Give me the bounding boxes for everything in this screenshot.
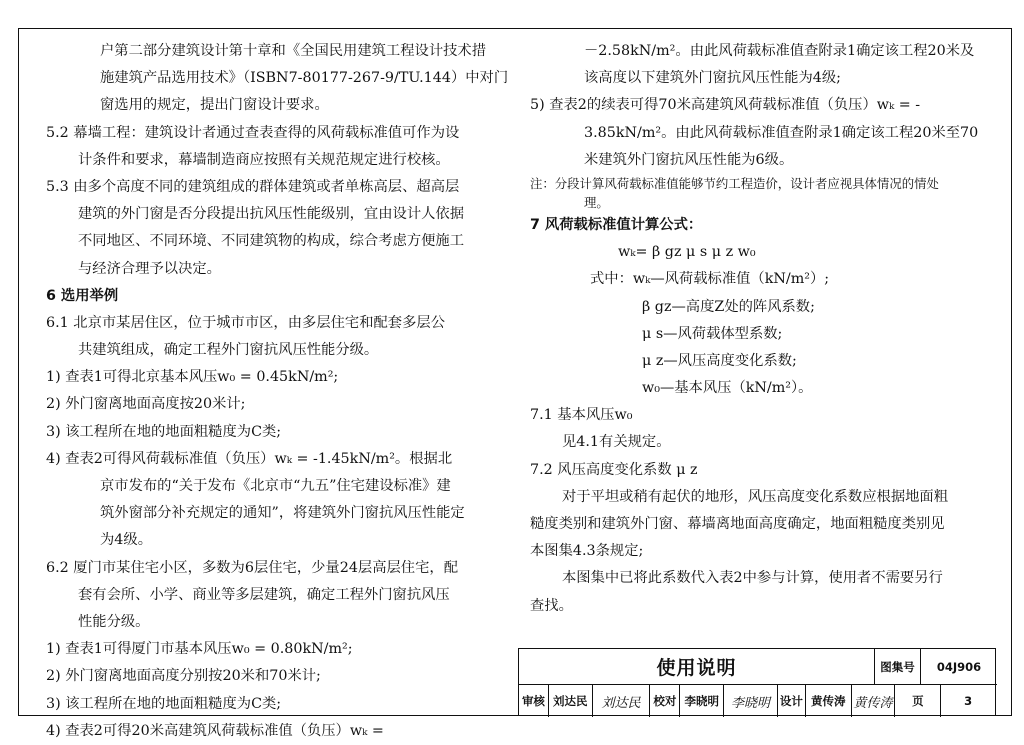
left-column-line: 1) 查表1可得北京基本风压w₀ = 0.45kN/m²; [46,369,339,386]
right-column-line: 本图集4.3条规定; [530,543,644,560]
left-column-line: 共建筑组成，确定工程外门窗抗风压性能分级。 [78,342,379,359]
left-column-line: 5.2 幕墙工程：建筑设计者通过查表查得的风荷载标准值可作为设 [46,124,460,141]
designer-signature: 黄传涛 [852,685,896,717]
designer-name: 黄传涛 [806,685,852,717]
atlas-label: 图集号 [875,649,921,685]
checker-name: 李晓明 [680,685,724,717]
right-column-line: 式中：wₖ—风荷载标准值（kN/m²）; [590,271,830,288]
right-column-line: μ z—风压高度变化系数; [642,352,797,369]
left-column-line: 3) 该工程所在地的地面粗糙度为C类; [46,423,282,440]
left-column-line: 3) 该工程所在地的地面粗糙度为C类; [46,695,282,712]
right-column-line: 对于平坦或稍有起伏的地形，风压高度变化系数应根据地面粗 [562,488,949,505]
left-column-line: 建筑的外门窗是否分段提出抗风压性能级别，宜由设计人依据 [78,206,465,223]
left-column-line: 2) 外门窗离地面高度按20米计; [46,396,246,413]
left-column-line: 5.3 由多个高度不同的建筑组成的群体建筑或者单栋高层、超高层 [46,178,460,195]
left-column-line: 为4级。 [100,532,152,549]
right-column-line: w₀—基本风压（kN/m²）。 [642,380,813,397]
left-column-line: 4) 查表2可得风荷载标准值（负压）wₖ = -1.45kN/m²。根据北 [46,450,453,467]
right-column-line: 糙度类别和建筑外门窗、幕墙离地面高度确定，地面粗糙度类别见 [530,516,945,532]
design-label: 设计 [778,685,806,717]
signature-row [519,685,995,717]
left-column-line: 京市发布的“关于发布《北京市“九五”住宅建设标准》建 [100,478,451,494]
right-column-line: 3.85kN/m²。由此风荷载标准值查附录1确定该工程20米至70 [584,124,979,141]
check-label: 校对 [650,685,680,717]
checker-signature: 李晓明 [724,685,778,717]
right-column-line: μ s—风荷载体型系数; [642,325,783,342]
review-label: 审核 [519,685,549,717]
left-column-line: 6.2 厦门市某住宅小区，多数为6层住宅，少量24层高层住宅，配 [46,559,458,576]
right-column-line: 本图集中已将此系数代入表2中参与计算，使用者不需要另行 [562,570,943,587]
reviewer-name: 刘达民 [549,685,593,717]
right-column-line: 7.1 基本风压w₀ [530,407,633,424]
left-column-line: 不同地区、不同环境、不同建筑物的构成，综合考虑方便施工 [78,233,465,250]
left-column-line: 户第二部分建筑设计第十章和《全国民用建筑工程设计技术措 [100,43,487,59]
page-label: 页 [895,685,941,717]
left-column [46,38,509,745]
right-column-line: wₖ= β gz μ s μ z w₀ [618,244,756,261]
right-column-line: 查找。 [530,597,573,614]
left-column-line: 4) 查表2可得20米高建筑风荷载标准值（负压）wₖ = [46,722,384,739]
right-column-line: 5) 查表2的续表可得70米高建筑风荷载标准值（负压）wₖ = - [530,97,921,114]
right-column-line: 该高度以下建筑外门窗抗风压性能为4级; [584,70,841,87]
left-column-line: 计条件和要求，幕墙制造商应按照有关规范规定进行校核。 [78,151,450,168]
atlas-number: 04J906 [921,649,997,685]
right-column-line: 理。 [584,194,609,210]
right-column-line: 见4.1有关规定。 [562,434,671,451]
right-column-line: 7 风荷载标准值计算公式： [530,216,703,233]
title-block [518,648,996,716]
right-column-line: －2.58kN/m²。由此风荷载标准值查附录1确定该工程20米及 [584,43,975,59]
left-column-line: 套有会所、小学、商业等多层建筑，确定工程外门窗抗风压 [78,586,450,603]
left-column-line: 6 选用举例 [46,287,119,304]
left-column-line: 6.1 北京市某居住区，位于城市市区，由多层住宅和配套多层公 [46,314,445,331]
left-column-line: 与经济合理予以决定。 [78,260,221,277]
right-column-line: 米建筑外门窗抗风压性能为6级。 [584,151,794,168]
right-column-line: 7.2 风压高度变化系数 μ z [530,461,698,478]
right-column-line: 注：分段计算风荷载标准值能够节约工程造价，设计者应视具体情况的情处 [530,175,939,191]
right-column-line: β gz—高度Z处的阵风系数; [642,298,815,315]
left-column-line: 窗选用的规定，提出门窗设计要求。 [100,97,329,114]
left-column-line: 筑外窗部分补充规定的通知”，将建筑外门窗抗风压性能定 [100,505,465,522]
left-column-line: 2) 外门窗离地面高度分别按20米和70米计; [46,668,321,685]
page-number: 3 [964,694,973,708]
left-column-line: 施建筑产品选用技术》（ISBN7-80177-267-9/TU.144）中对门 [100,70,509,87]
reviewer-signature: 刘达民 [593,685,651,717]
left-column-line: 性能分级。 [78,613,150,630]
left-column-line: 1) 查表1可得厦门市基本风压w₀ = 0.80kN/m²; [46,641,353,658]
right-column [530,38,990,620]
document-title: 使用说明 [519,649,875,685]
